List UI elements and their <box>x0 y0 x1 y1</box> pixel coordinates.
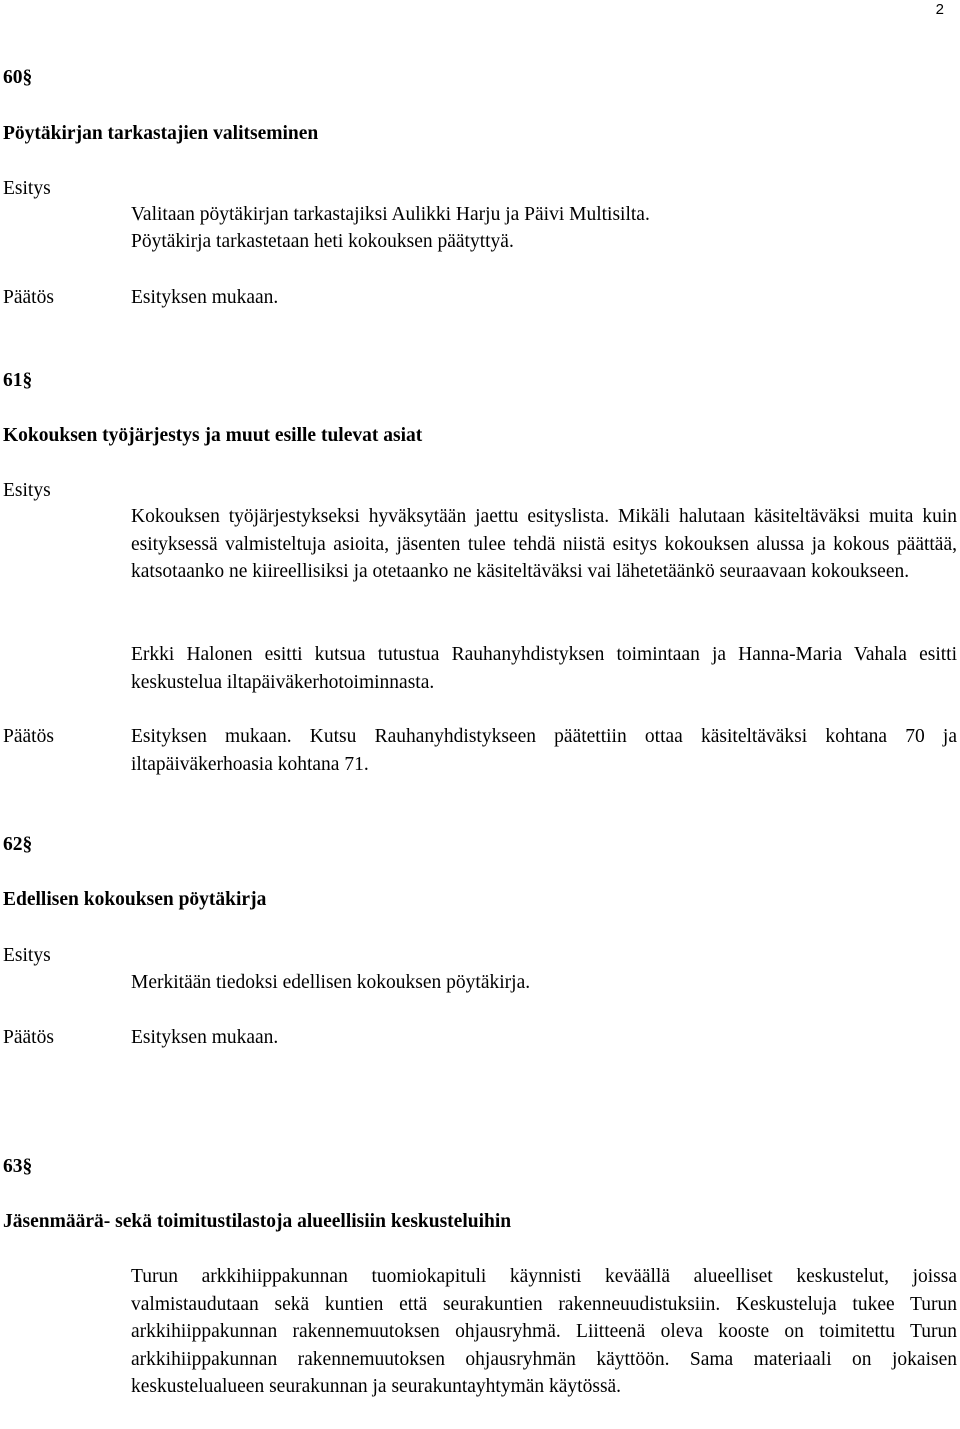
decision-label-61: Päätös <box>3 726 54 747</box>
decision-label-62: Päätös <box>3 1027 54 1048</box>
section-number-61: 61§ <box>3 370 33 391</box>
section-title-63: Jäsenmäärä- sekä toimitustilastoja alueellisiin keskusteluihin <box>3 1211 512 1232</box>
section-title-61: Kokouksen työjärjestys ja muut esille tulevat asiat <box>3 425 423 446</box>
proposal-text-62: Merkitään tiedoksi edellisen kokouksen pöytäkirja. <box>131 972 531 993</box>
body-text-63: Turun arkkihiippakunnan tuomiokapituli käynnisti keväällä alueelliset keskustelut, joissa valmistaudutaan sekä kuntien että seurakuntien rakenneuudistuksiin. Keskusteluja tukee Turun arkkihiippakunnan rakennemuutoksen ohjausryhmä. Liitteenä oleva kooste on toimitettu Turun arkkihiippakunnan rakennemuutoksen ohjausryhmän käyttöön. Sama materiaali on jokaisen keskustelualueen seurakunnan ja seurakuntayhtymän käytössä. <box>131 1266 957 1397</box>
section-title-62: Edellisen kokouksen pöytäkirja <box>3 889 267 910</box>
proposal-line1-60: Valitaan pöytäkirjan tarkastajiksi Aulikki Harju ja Päivi Multisilta. <box>131 204 650 225</box>
decision-text-61: Esityksen mukaan. Kutsu Rauhanyhdistykseen päätettiin ottaa käsiteltäväksi kohtana 70 ja iltapäiväkerhoasia kohtana 71. <box>131 726 957 775</box>
proposal-label-62: Esitys <box>3 945 51 966</box>
decision-text-60: Esityksen mukaan. <box>131 287 279 308</box>
decision-label-60: Päätös <box>3 287 54 308</box>
decision-text-62: Esityksen mukaan. <box>131 1027 279 1048</box>
section-number-63: 63§ <box>3 1156 33 1177</box>
proposal-paragraph1-61: Kokouksen työjärjestykseksi hyväksytään jaettu esityslista. Mikäli halutaan käsiteltäväksi muita kuin esityksessä valmisteltuja asioita, jäsenten tulee tehdä niistä esitys kokouksen alussa ja kokous päättää, katsotaanko ne kiireellisiksi ja otetaanko ne käsiteltäväksi vai lähetetäänkö seuraavaan kokoukseen. <box>131 506 957 582</box>
proposal-line2-60: Pöytäkirja tarkastetaan heti kokouksen päätyttyä. <box>131 231 514 252</box>
section-title-60: Pöytäkirjan tarkastajien valitseminen <box>3 123 319 144</box>
page-number: 2 <box>935 1 944 18</box>
section-number-60: 60§ <box>3 67 33 88</box>
section-number-62: 62§ <box>3 834 33 855</box>
proposal-paragraph2-61: Erkki Halonen esitti kutsua tutustua Rauhanyhdistyksen toimintaan ja Hanna-Maria Vahala esitti keskustelua iltapäiväkerhotoiminnasta. <box>131 644 957 693</box>
proposal-label-60: Esitys <box>3 178 51 199</box>
proposal-label-61: Esitys <box>3 480 51 501</box>
